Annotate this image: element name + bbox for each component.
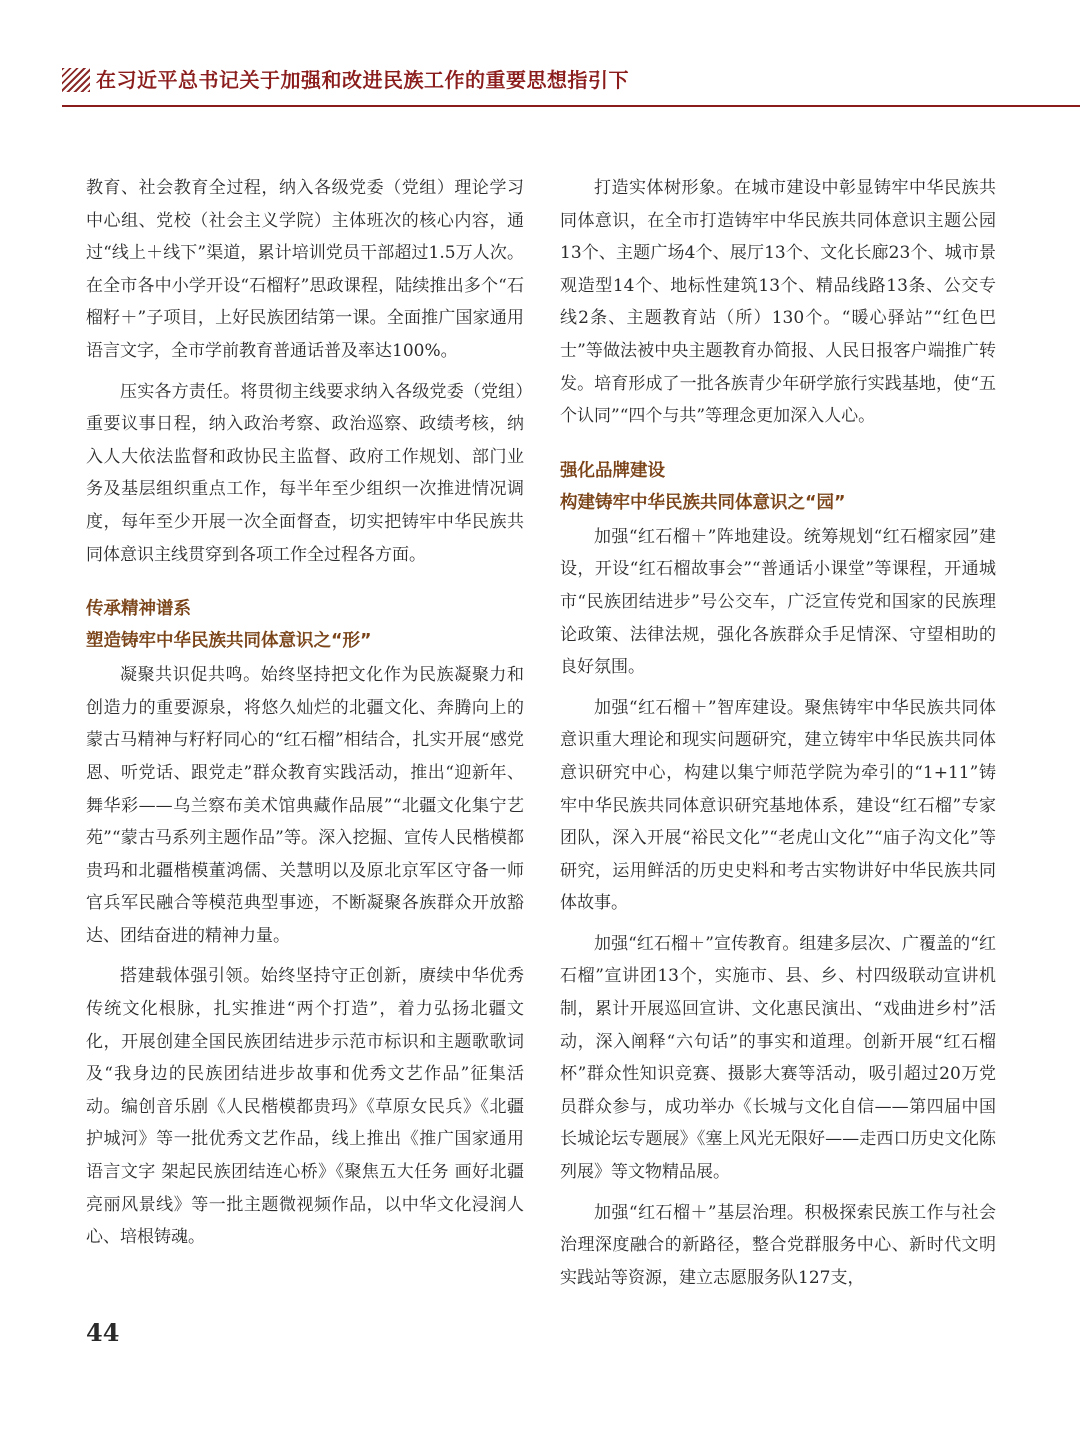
hatch-decoration-icon (62, 68, 90, 92)
running-header-title: 在习近平总书记关于加强和改进民族工作的重要思想指引下 (96, 68, 629, 92)
left-paragraph-1: 教育、社会教育全过程，纳入各级党委（党组）理论学习中心组、党校（社会主义学院）主体班次的核心内容，通过“线上＋线下”渠道，累计培训党员干部超过1.5万人次。在全市各中小学开设“石榴籽”思政课程，陆续推出多个“石榴籽＋”子项目，上好民族团结第一课。全面推广国家通用语言文字，全市学前教育普通话普及率达100%。 (86, 178, 524, 361)
right-paragraph-2: 加强“红石榴＋”阵地建设。统筹规划“红石榴家园”建设，开设“红石榴故事会”“普通话小课堂”等课程，开通城市“民族团结进步”号公交车，广泛宣传党和国家的民族理论政策、法律法规，强化各族群众手足情深、守望相助的良好氛围。 (560, 526, 996, 678)
left-paragraph-3: 凝聚共识促共鸣。始终坚持把文化作为民族凝聚力和创造力的重要源泉，将悠久灿烂的北疆文化、奔腾向上的蒙古马精神与籽籽同心的“红石榴”相结合，扎实开展“感党恩、听党话、跟党走”群众教育实践活动，推出“迎新年、舞华彩——乌兰察布美术馆典藏作品展”“北疆文化集宁艺苑”“蒙古马系列主题作品”等。深入挖掘、宣传人民楷模都贵玛和北疆楷模董鸿儒、关慧明以及原北京军区守备一师官兵军民融合等模范典型事迹，不断凝聚各族群众开放豁达、团结奋进的精神力量。 (86, 665, 524, 946)
page-number: 44 (86, 1318, 120, 1347)
left-column (86, 172, 524, 1262)
left-paragraph-4: 搭建载体强引领。始终坚持守正创新，赓续中华优秀传统文化根脉，扎实推进“两个打造”，着力弘扬北疆文化，开展创建全国民族团结进步示范市标识和主题歌歌词及“我身边的民族团结进步故事和优秀文艺作品”征集活动。编创音乐剧《人民楷模都贵玛》《草原女民兵》《北疆护城河》等一批优秀文艺作品，线上推出《推广国家通用语言文字 架起民族团结连心桥》《聚焦五大任务 画好北疆亮丽风景线》等一批主题微视频作品，以中华文化浸润人心、培根铸魂。 (86, 966, 524, 1248)
header-rule (62, 105, 1080, 107)
running-header (0, 50, 1080, 110)
right-paragraph-3: 加强“红石榴＋”智库建设。聚焦铸牢中华民族共同体意识重大理论和现实问题研究，建立铸牢中华民族共同体意识研究中心，构建以集宁师范学院为牵引的“1+11”铸牢中华民族共同体意识研究基地体系，建设“红石榴”专家团队，深入开展“裕民文化”“老虎山文化”“庙子沟文化”等研究，运用鲜活的历史史料和考古实物讲好中华民族共同体故事。 (560, 697, 996, 914)
section-subheading-heritage: 塑造铸牢中华民族共同体意识之“形” (86, 631, 372, 652)
right-paragraph-1: 打造实体树形象。在城市建设中彰显铸牢中华民族共同体意识，在全市打造铸牢中华民族共同体意识主题公园13个、主题广场4个、展厅13个、文化长廊23个、城市景观造型14个、地标性建筑13个、精品线路13条、公交专线2条、主题教育站（所）130个。“暖心驿站”“红色巴士”等做法被中央主题教育办简报、人民日报客户端推广转发。培育形成了一批各族青少年研学旅行实践基地，使“五个认同”“四个与共”等理念更加深入人心。 (560, 178, 996, 427)
section-subheading-brand: 构建铸牢中华民族共同体意识之“园” (560, 492, 846, 513)
right-column (560, 172, 996, 1302)
section-heading-heritage: 传承精神谱系 (86, 599, 191, 620)
right-paragraph-4: 加强“红石榴＋”宣传教育。组建多层次、广覆盖的“红石榴”宣讲团13个，实施市、县、乡、村四级联动宣讲机制，累计开展巡回宣讲、文化惠民演出、“戏曲进乡村”活动，深入阐释“六句话”的事实和道理。创新开展“红石榴杯”群众性知识竞赛、摄影大赛等活动，吸引超过20万党员群众参与，成功举办《长城与文化自信——第四届中国长城论坛专题展》《塞上风光无限好——走西口历史文化陈列展》等文物精品展。 (560, 933, 996, 1183)
right-paragraph-5: 加强“红石榴＋”基层治理。积极探索民族工作与社会治理深度融合的新路径，整合党群服务中心、新时代文明实践站等资源，建立志愿服务队127支， (560, 1202, 996, 1288)
left-paragraph-2: 压实各方责任。将贯彻主线要求纳入各级党委（党组）重要议事日程，纳入政治考察、政治巡察、政绩考核，纳入人大依法监督和政协民主监督、政府工作规划、部门业务及基层组织重点工作，每半年至少组织一次推进情况调度，每年至少开展一次全面督查，切实把铸牢中华民族共同体意识主线贯穿到各项工作全过程各方面。 (86, 381, 524, 565)
section-heading-brand: 强化品牌建设 (560, 460, 665, 481)
